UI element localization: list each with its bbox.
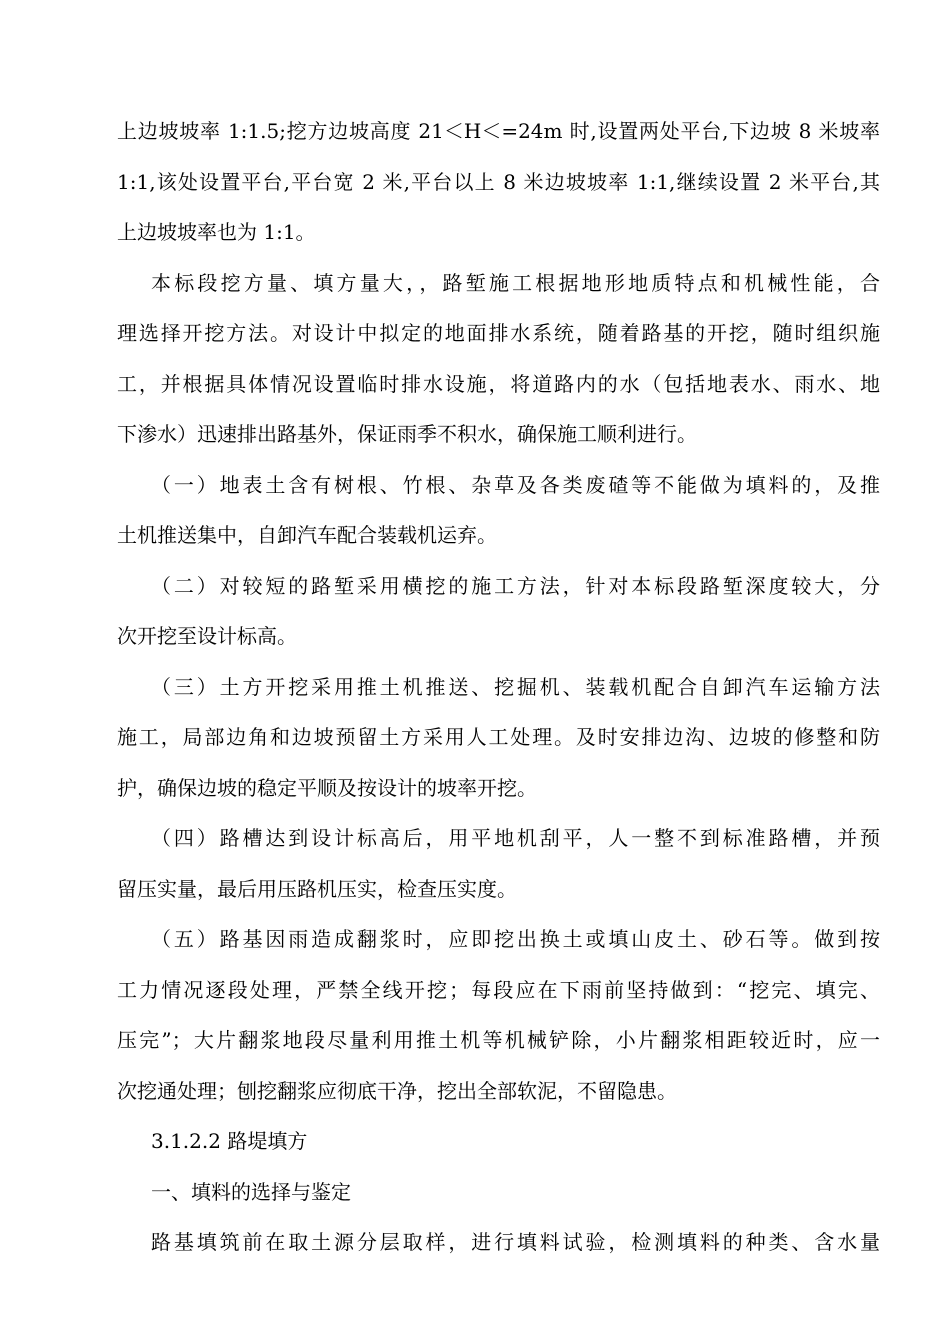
text-line: （四）路槽达到设计标高后，用平地机刮平，人一整不到标准路槽，并预 [151, 826, 880, 850]
text-line: （二）对较短的路堑采用横挖的施工方法，针对本标段路堑深度较大，分 [151, 573, 880, 598]
text-line: 理选择开挖方法。对设计中拟定的地面排水系统，随着路基的开挖，随时组织施 [117, 321, 880, 345]
text-line: （三）土方开挖采用推土机推送、挖掘机、装载机配合自卸汽车运输方法 [151, 674, 880, 699]
text-line: （一）地表土含有树根、竹根、杂草及各类废碴等不能做为填料的，及推 [151, 472, 880, 497]
text-line: 路基填筑前在取土源分层取样，进行填料试验，检测填料的种类、含水量 [151, 1230, 880, 1254]
text-line: 工力情况逐段处理，严禁全线开挖；每段应在下雨前坚持做到：“挖完、填完、 [117, 977, 880, 1002]
text-line: 留压实量，最后用压路机压实，检查压实度。 [117, 876, 517, 901]
text-line: 次挖通处理；刨挖翻浆应彻底干净，挖出全部软泥，不留隐患。 [117, 1078, 677, 1103]
text-line: 护，确保边坡的稳定平顺及按设计的坡率开挖。 [117, 775, 537, 800]
text-line: 施工，局部边角和边坡预留土方采用人工处理。及时安排边沟、边坡的修整和防 [117, 725, 880, 749]
text-line: 本标段挖方量、填方量大，，路堑施工根据地形地质特点和机械性能，合 [151, 270, 880, 295]
text-line: 压完”；大片翻浆地段尽量利用推土机等机械铲除，小片翻浆相距较近时，应一 [117, 1028, 880, 1052]
text-line: 上边坡坡率 1:1.5;挖方边坡高度 21＜H＜=24m 时,设置两处平台,下边坡 8 米坡率 [117, 119, 880, 143]
text-line: 下渗水）迅速排出路基外，保证雨季不积水，确保施工顺利进行。 [117, 422, 697, 446]
text-line: 一、填料的选择与鉴定 [151, 1179, 351, 1204]
text-line: 1:1,该处设置平台,平台宽 2 米,平台以上 8 米边坡坡率 1:1,继续设置 2 米平台,其 [117, 169, 880, 194]
text-line: 3.1.2.2 路堤填方 [151, 1129, 308, 1153]
text-line: 上边坡坡率也为 1:1。 [117, 220, 316, 244]
text-line: （五）路基因雨造成翻浆时，应即挖出换土或填山皮土、砂石等。做到按 [151, 927, 880, 951]
text-line: 工，并根据具体情况设置临时排水设施，将道路内的水（包括地表水、雨水、地 [117, 371, 880, 396]
text-line: 土机推送集中，自卸汽车配合装载机运弃。 [117, 523, 497, 547]
document-body [117, 106, 880, 1268]
text-line: 次开挖至设计标高。 [117, 624, 297, 648]
